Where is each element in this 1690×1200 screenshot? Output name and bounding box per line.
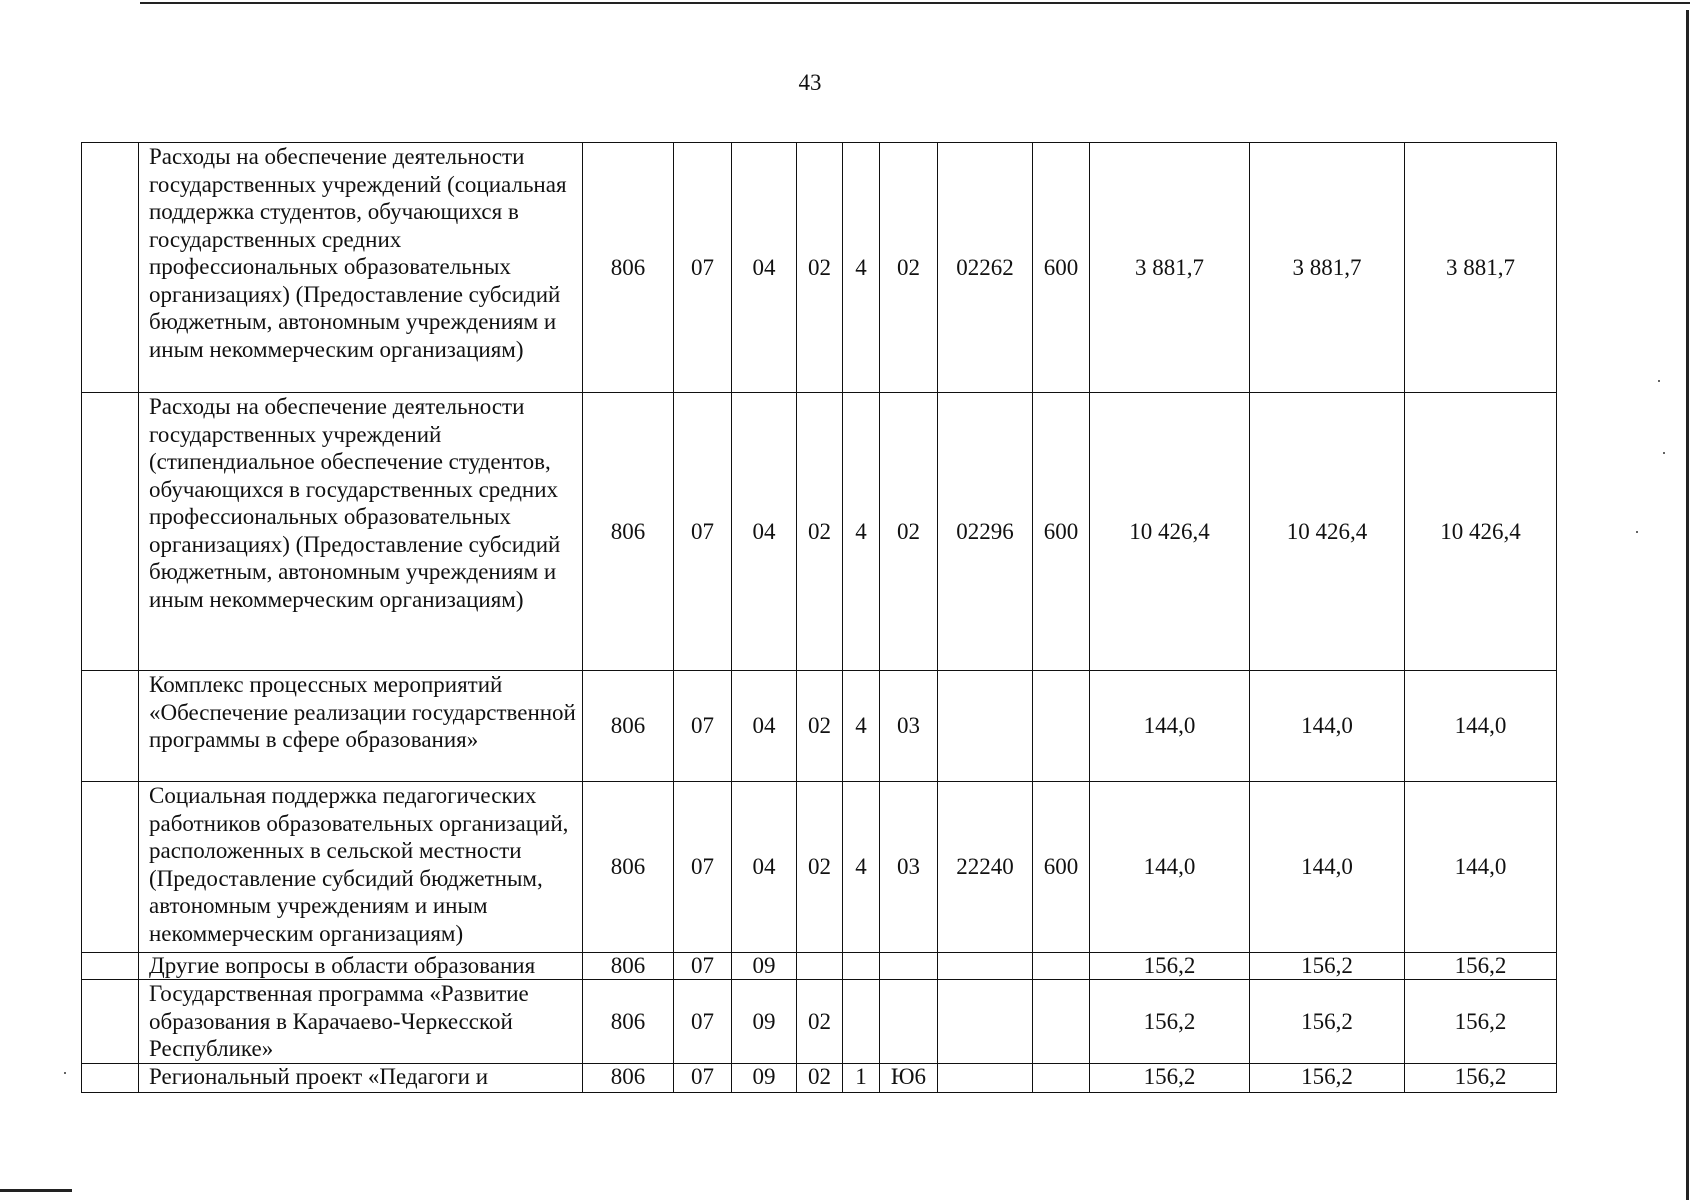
row-name: Государственная программа «Развитие образования в Карачаево-Черкесской Республике» bbox=[139, 980, 583, 1064]
amount-year-1: 144,0 bbox=[1090, 671, 1250, 782]
row-name: Комплекс процессных мероприятий «Обеспечение реализации государственной программы в сфере образования» bbox=[139, 671, 583, 782]
subprogram-type-cell bbox=[843, 953, 880, 980]
table-row bbox=[82, 980, 1557, 1064]
section-cell: 07 bbox=[674, 671, 732, 782]
subprogram-type-cell bbox=[843, 980, 880, 1064]
subsection-cell: 04 bbox=[732, 393, 797, 671]
amount-year-3: 156,2 bbox=[1405, 980, 1557, 1064]
row-name: Другие вопросы в области образования bbox=[139, 953, 583, 980]
structural-element-cell bbox=[880, 980, 938, 1064]
subsection-cell: 04 bbox=[732, 671, 797, 782]
section-cell: 07 bbox=[674, 393, 732, 671]
amount-year-3: 144,0 bbox=[1405, 782, 1557, 953]
table-row bbox=[82, 782, 1557, 953]
row-index-cell bbox=[82, 1064, 139, 1093]
expense-type-cell bbox=[1033, 1064, 1090, 1093]
subsection-cell: 04 bbox=[732, 143, 797, 393]
expense-type-cell: 600 bbox=[1033, 143, 1090, 393]
grbs-cell: 806 bbox=[583, 782, 674, 953]
row-index-cell bbox=[82, 782, 139, 953]
amount-year-1: 156,2 bbox=[1090, 1064, 1250, 1093]
expense-type-cell bbox=[1033, 980, 1090, 1064]
amount-year-1: 156,2 bbox=[1090, 953, 1250, 980]
page-number: 43 bbox=[798, 70, 822, 95]
row-index-cell bbox=[82, 953, 139, 980]
section-cell: 07 bbox=[674, 782, 732, 953]
scan-border-top bbox=[140, 2, 1690, 4]
direction-cell bbox=[938, 953, 1033, 980]
direction-cell bbox=[938, 980, 1033, 1064]
amount-year-2: 156,2 bbox=[1250, 1064, 1405, 1093]
row-name: Расходы на обеспечение деятельности государственных учреждений (стипендиальное обеспечение студентов, обучающихся в государственных средних профессиональных образовательных организациях) (Предоставление субсидий бюджетным, автономным учреждениям и иным некоммерческим организациям) bbox=[139, 393, 583, 671]
program-cell: 02 bbox=[797, 980, 843, 1064]
amount-year-1: 144,0 bbox=[1090, 782, 1250, 953]
section-cell: 07 bbox=[674, 1064, 732, 1093]
subprogram-type-cell: 4 bbox=[843, 143, 880, 393]
row-name: Расходы на обеспечение деятельности государственных учреждений (социальная поддержка студентов, обучающихся в государственных средних профессиональных образовательных организациях) (Предоставление субсидий бюджетным, автономным учреждениям и иным некоммерческим организациям) bbox=[139, 143, 583, 393]
table-row bbox=[82, 1064, 1557, 1093]
expense-type-cell: 600 bbox=[1033, 393, 1090, 671]
amount-year-3: 144,0 bbox=[1405, 671, 1557, 782]
amount-year-2: 10 426,4 bbox=[1250, 393, 1405, 671]
scan-speck bbox=[64, 1072, 66, 1074]
row-index-cell bbox=[82, 393, 139, 671]
expense-type-cell bbox=[1033, 953, 1090, 980]
structural-element-cell: 02 bbox=[880, 393, 938, 671]
amount-year-3: 10 426,4 bbox=[1405, 393, 1557, 671]
structural-element-cell: Ю6 bbox=[880, 1064, 938, 1093]
direction-cell: 02262 bbox=[938, 143, 1033, 393]
subsection-cell: 04 bbox=[732, 782, 797, 953]
amount-year-2: 144,0 bbox=[1250, 782, 1405, 953]
row-index-cell bbox=[82, 143, 139, 393]
structural-element-cell bbox=[880, 953, 938, 980]
amount-year-1: 3 881,7 bbox=[1090, 143, 1250, 393]
table-row bbox=[82, 671, 1557, 782]
program-cell: 02 bbox=[797, 393, 843, 671]
amount-year-2: 3 881,7 bbox=[1250, 143, 1405, 393]
scan-border-right bbox=[1686, 10, 1689, 1200]
scan-speck bbox=[1658, 380, 1660, 382]
direction-cell bbox=[938, 671, 1033, 782]
subprogram-type-cell: 4 bbox=[843, 393, 880, 671]
structural-element-cell: 03 bbox=[880, 782, 938, 953]
subsection-cell: 09 bbox=[732, 953, 797, 980]
grbs-cell: 806 bbox=[583, 1064, 674, 1093]
amount-year-1: 10 426,4 bbox=[1090, 393, 1250, 671]
section-cell: 07 bbox=[674, 143, 732, 393]
amount-year-2: 156,2 bbox=[1250, 980, 1405, 1064]
amount-year-3: 3 881,7 bbox=[1405, 143, 1557, 393]
program-cell: 02 bbox=[797, 782, 843, 953]
structural-element-cell: 03 bbox=[880, 671, 938, 782]
budget-table bbox=[81, 142, 1557, 1093]
amount-year-2: 156,2 bbox=[1250, 953, 1405, 980]
table-row bbox=[82, 953, 1557, 980]
grbs-cell: 806 bbox=[583, 671, 674, 782]
direction-cell: 22240 bbox=[938, 782, 1033, 953]
row-index-cell bbox=[82, 980, 139, 1064]
program-cell: 02 bbox=[797, 1064, 843, 1093]
program-cell: 02 bbox=[797, 671, 843, 782]
amount-year-1: 156,2 bbox=[1090, 980, 1250, 1064]
subsection-cell: 09 bbox=[732, 1064, 797, 1093]
scan-border-bottom-left bbox=[0, 1189, 72, 1192]
subprogram-type-cell: 4 bbox=[843, 782, 880, 953]
amount-year-3: 156,2 bbox=[1405, 953, 1557, 980]
program-cell bbox=[797, 953, 843, 980]
row-index-cell bbox=[82, 671, 139, 782]
subsection-cell: 09 bbox=[732, 980, 797, 1064]
grbs-cell: 806 bbox=[583, 143, 674, 393]
structural-element-cell: 02 bbox=[880, 143, 938, 393]
expense-type-cell: 600 bbox=[1033, 782, 1090, 953]
direction-cell bbox=[938, 1064, 1033, 1093]
section-cell: 07 bbox=[674, 980, 732, 1064]
grbs-cell: 806 bbox=[583, 953, 674, 980]
table-row bbox=[82, 393, 1557, 671]
direction-cell: 02296 bbox=[938, 393, 1033, 671]
table-row bbox=[82, 143, 1557, 393]
grbs-cell: 806 bbox=[583, 980, 674, 1064]
expense-type-cell bbox=[1033, 671, 1090, 782]
subprogram-type-cell: 1 bbox=[843, 1064, 880, 1093]
scan-speck bbox=[1636, 531, 1638, 533]
subprogram-type-cell: 4 bbox=[843, 671, 880, 782]
amount-year-2: 144,0 bbox=[1250, 671, 1405, 782]
row-name: Социальная поддержка педагогических работников образовательных организаций, расположенных в сельской местности (Предоставление субсидий бюджетным, автономным учреждениям и иным некоммерческим организациям) bbox=[139, 782, 583, 953]
amount-year-3: 156,2 bbox=[1405, 1064, 1557, 1093]
grbs-cell: 806 bbox=[583, 393, 674, 671]
section-cell: 07 bbox=[674, 953, 732, 980]
program-cell: 02 bbox=[797, 143, 843, 393]
scan-speck bbox=[1663, 452, 1665, 454]
row-name: Региональный проект «Педагоги и bbox=[139, 1064, 583, 1093]
